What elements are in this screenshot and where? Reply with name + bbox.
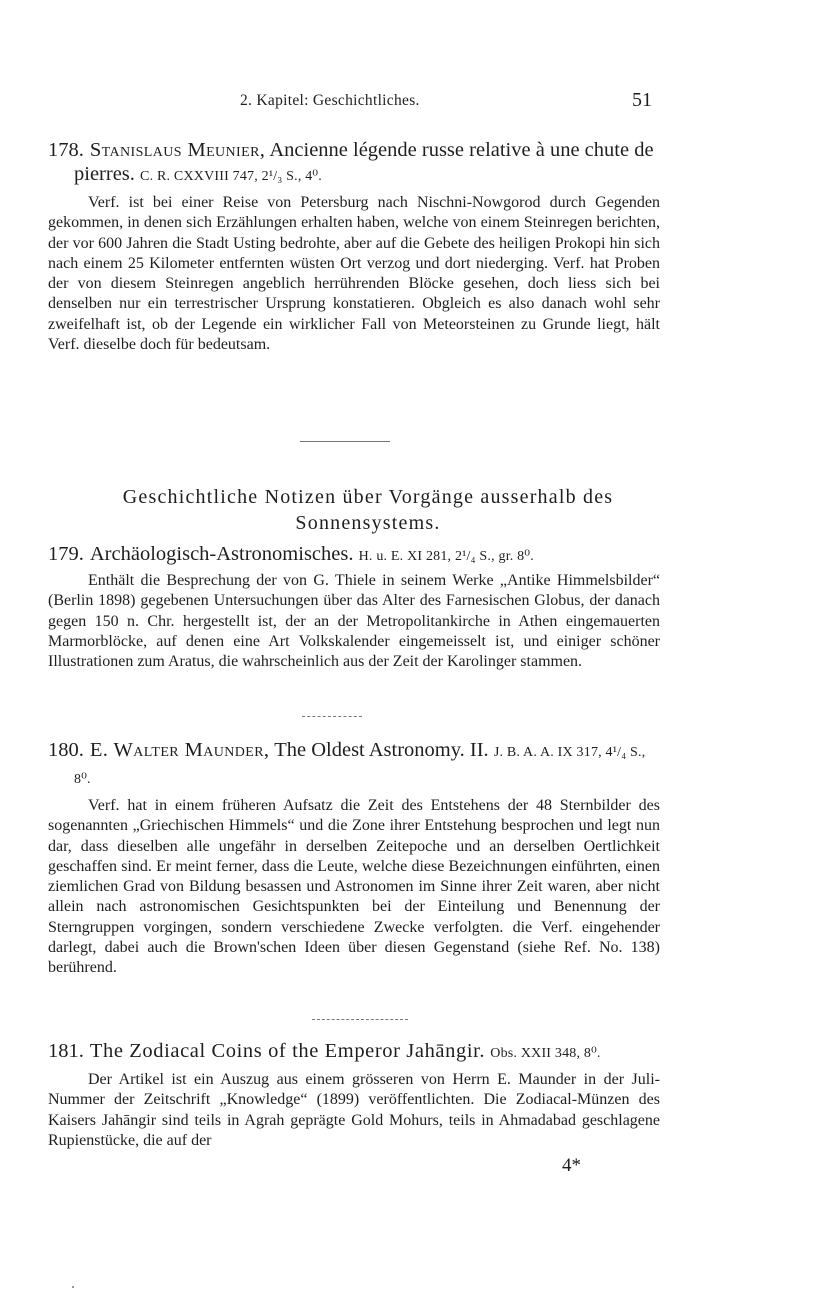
- entry-source: C. R. CXXVIII 747, 2¹/₃ S., 4⁰.: [140, 169, 322, 184]
- entry-number: 179.: [48, 543, 84, 565]
- ornament-rule: [302, 716, 362, 717]
- entry-title: [48, 542, 660, 569]
- entry-title-text: The Zodiacal Coins of the Emperor Jahāngir.: [89, 1040, 486, 1062]
- entry-body: Verf. ist bei einer Reise von Petersburg nach Nischni-Nowgorod durch Gegenden gekommen, in denen sich Erzählungen erhalten haben, welche von einem Steinregen berichten, der vor 600 Jahren die Stadt Usting bedrohte, aber auf die Gebete des heiligen Prokopi hin sich nach einem 25 Kilometer entfernten wüsten Ort verzog und dort niederging. Verf. hat Proben der von diesem Steinregen angeblich herrührenden Blöcke gesehen, doch liess sich bei denselben nur ein terrestrischer Ursprung konstatieren. Obgleich es also danach wohl sehr zweifelhaft ist, ob der Legende ein wirklicher Fall von Meteorsteinen zu Grunde liegt, hält Verf. dieselbe doch für bedeutsam.: [48, 194, 660, 354]
- chapter-heading: 2. Kapitel: Geschichtliches.: [240, 92, 420, 109]
- entry-source: H. u. E. XI 281, 2¹/₄ S., gr. 8⁰.: [358, 549, 534, 564]
- entry-body: Der Artikel ist ein Auszug aus einem grösseren von Herrn E. Maunder in der Juli-Nummer der Zeitschrift „Knowledge“ (1899) veröffentlichten. Die Zodiacal-Münzen des Kaisers Jahāngir sind teils in Agrah geprägte Gold Mohurs, teils in Ahmadabad geschlagene Rupienstücke, die auf der: [48, 1071, 660, 1149]
- entry-body: Enthält die Besprechung der von G. Thiele in seinem Werke „Antike Himmelsbilder“ (Berlin 1898) gegebenen Untersuchungen über das Alter des Farnesischen Globus, der danach gegen 150 n. Chr. hergestellt ist, der an der Metropolitankirche in Athen eingemauerten Marmorblöcke, auf denen eine Art Volkskalender eingemeisselt ist, und einiger schöner Illustrationen zum Aratus, die wahrscheinlich aus der Zeit der Karolinger stammen.: [48, 572, 660, 671]
- entry-body: Verf. hat in einem früheren Aufsatz die Zeit des Entstehens der 48 Sternbilder des sogenannten „Griechischen Himmels“ und die Zone ihrer Entstehung besprochen und legt nun dar, dass dieselben alle ungefähr in derselben Zeitepoche und an derselben Oertlichkeit geschaffen sind. Er meint ferner, dass die Leute, welche diese Bezeichnungen einführten, einen ziemlichen Grad von Bildung besassen und Astronomen im Sinne ihrer Zeit waren, aber nicht allein nach astronomischen Gesichtspunkten bei der Einteilung und Benennung der Sterngruppen vorgingen, sondern verschiedene Zwecke verfolgten. die Verf. eingehender darlegt, dabei auch die Brown'schen Ideen über diesen Gegenstand (siehe Ref. No. 138) berührend.: [48, 797, 660, 977]
- ornament-rule: [312, 1019, 408, 1020]
- entry-number: 178.: [48, 139, 84, 161]
- ornament-rule: [300, 441, 390, 442]
- entry-title: [48, 738, 660, 792]
- entry-179: [48, 542, 660, 672]
- entry-number: 181.: [48, 1040, 84, 1062]
- entry-178: [48, 138, 660, 355]
- entry-author: Stanislaus Meunier,: [89, 139, 266, 161]
- signature-mark: 4*: [562, 1155, 581, 1176]
- page-speck: [72, 1286, 74, 1288]
- entry-title-text: Archäologisch-Astronomisches.: [89, 543, 354, 565]
- entry-180: [48, 738, 660, 979]
- entry-title: [48, 1039, 660, 1066]
- running-header: [0, 89, 827, 116]
- entry-number: 180.: [48, 739, 84, 761]
- entry-title-text: The Oldest Astronomy. II.: [274, 739, 489, 761]
- page-number: 51: [632, 89, 652, 111]
- entry-title-text: Ancienne légende russe relative à une chute de pierres.: [74, 139, 654, 185]
- entry-181: [48, 1039, 660, 1151]
- entry-author: E. Walter Maunder,: [89, 739, 270, 761]
- entry-source: J. B. A. A. IX 317, 4¹/₄ S., 8⁰.: [74, 745, 646, 787]
- section-heading: Geschichtliche Notizen über Vorgänge ausserhalb des Sonnensystems.: [122, 486, 614, 534]
- entry-source: Obs. XXII 348, 8⁰.: [490, 1046, 601, 1061]
- entry-title: [48, 138, 660, 189]
